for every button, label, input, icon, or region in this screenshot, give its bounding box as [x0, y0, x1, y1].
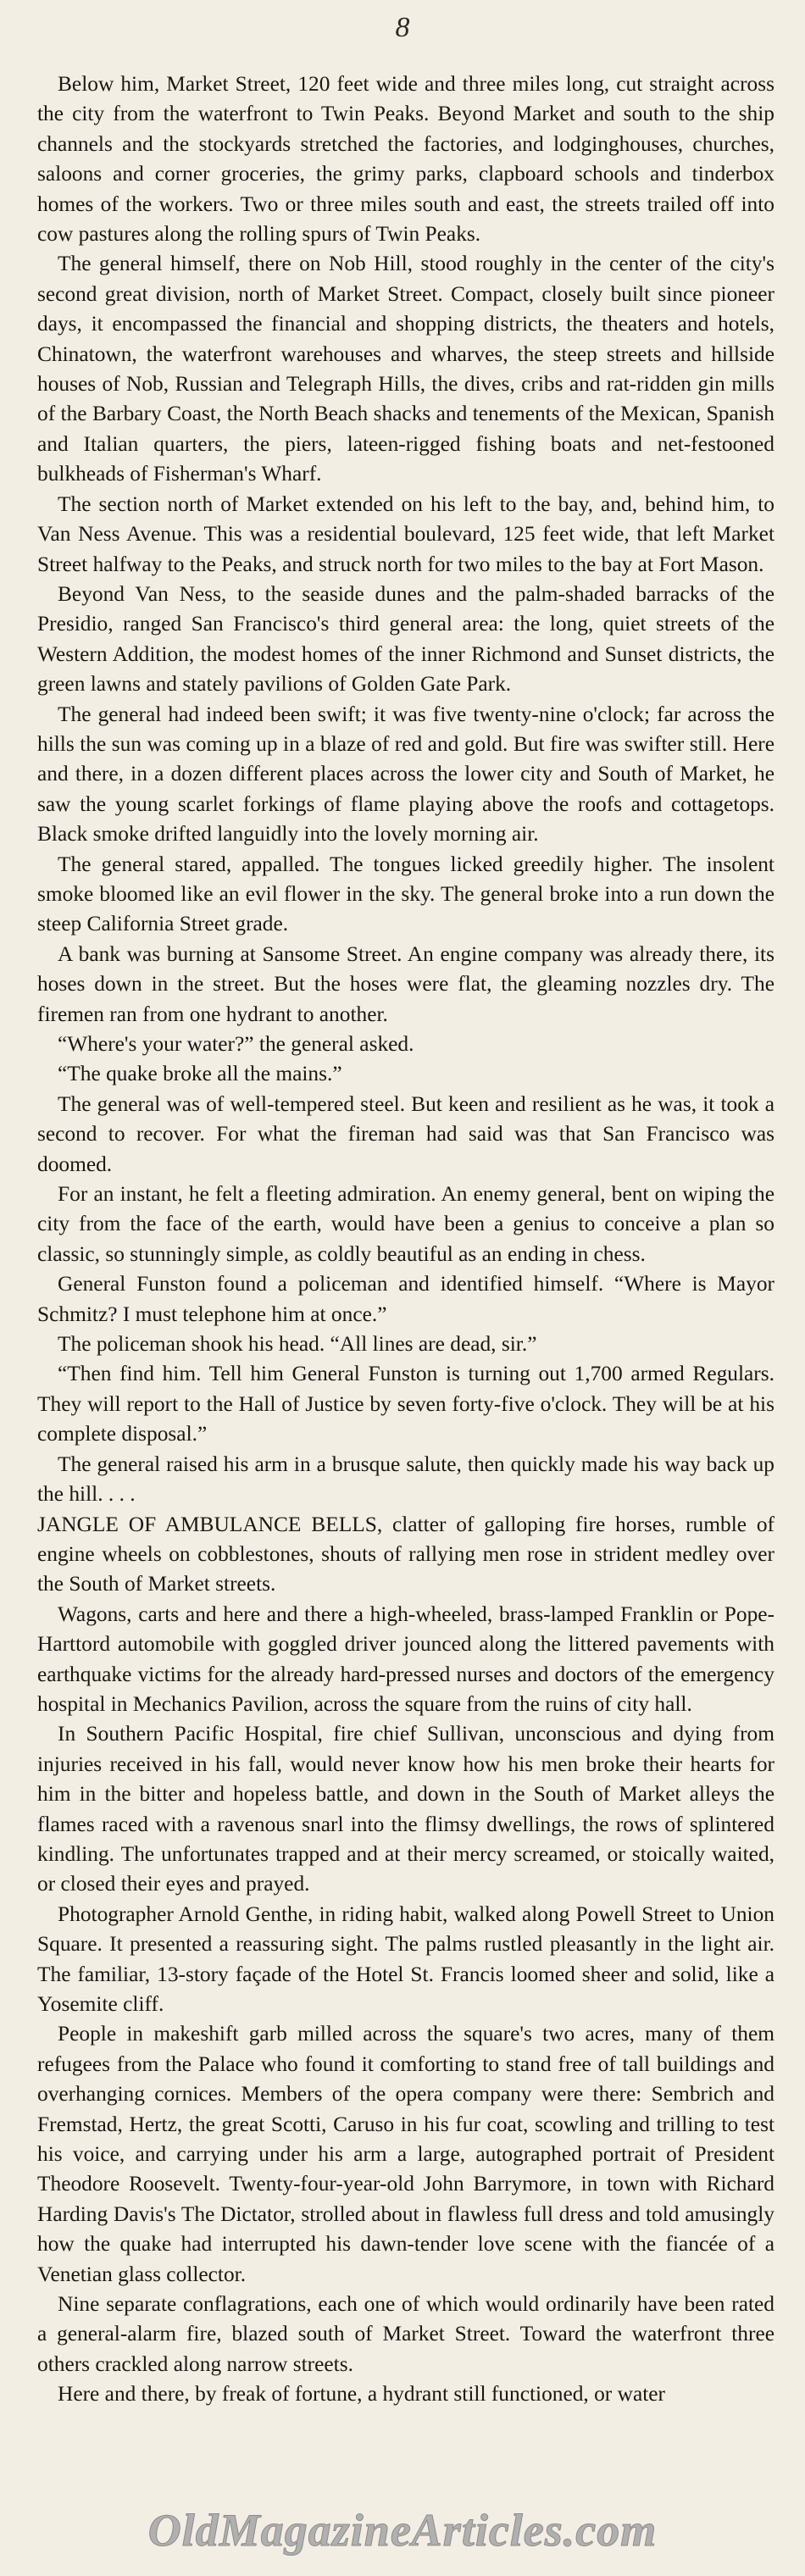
paragraph: The general stared, appalled. The tongues licked greedily higher. The insolent smoke bloomed like an evil flower in the sky. The general broke into a run down the steep California Street grade. [37, 852, 774, 936]
paragraph: Wagons, carts and here and there a high-wheeled, brass-lamped Franklin or Pope-Harttord automobile with goggled driver jounced along the littered pavements with earthquake victims for the already hard-pressed nurses and doctors of the emergency hospital in Mechanics Pavilion, across the square from the ruins of city hall. [37, 1602, 774, 1716]
paragraph: In Southern Pacific Hospital, fire chief Sullivan, unconscious and dying from injuries received in his fall, would never know how his men broke their hearts for him in the bitter and hopeless battle, and down in the South of Market alleys the flames raced with a ravenous snarl into the flimsy dwellings, the rows of splintered kindling. The unfortunates trapped and at their mercy screamed, or stoically waited, or closed their eyes and prayed. [37, 1722, 774, 1896]
paragraph: The general was of well-tempered steel. But keen and resilient as he was, it took a second to recover. For what the fireman had said was that San Francisco was doomed. [37, 1091, 774, 1176]
paragraph: A bank was burning at Sansome Street. An engine company was already there, its hoses down in the street. But the hoses were flat, the gleaming nozzles dry. The firemen ran from one hydrant to another. [37, 941, 774, 1026]
site-watermark: OldMagazineArticles.com [147, 2505, 658, 2556]
paragraph: “Then find him. Tell him General Funston is turning out 1,700 armed Regulars. They will report to the Hall of Justice by seven forty-five o'clock. They will be at his complete disposal.” [37, 1362, 774, 1446]
paragraph: For an instant, he felt a fleeting admiration. An enemy general, bent on wiping the city from the face of the earth, would have been a genius to conceive a plan so classic, so stunningly simple, as coldly beautiful as an ending in chess. [37, 1182, 774, 1266]
paragraph: Beyond Van Ness, to the seaside dunes and the palm-shaded barracks of the Presidio, ranged San Francisco's third general area: the long, quiet streets of the Western Addition, the modest homes of the inner Richmond and Sunset districts, the green lawns and stately pavilions of Golden Gate Park. [37, 581, 774, 697]
dialogue-line: The policeman shook his head. “All lines are dead, sir.” [58, 1332, 537, 1357]
paragraph: People in makeshift garb milled across the square's two acres, many of them refugees from the Palace who found it comforting to stand free of tall buildings and overhanging cornices. Members of the opera company were there: Sembrich and Fremstad, Hertz, the great Scotti, Caruso in his fur coat, scowling and trilling to test his voice, and carrying under his arm a large, autographed portrait of President Theodore Roosevelt. Twenty-four-year-old John Barrymore, in town with Richard Harding Davis's The Dictator, strolled about in flawless full dress and told amusingly how the quake had interrupted his dawn-tender love scene with the fiancée of a Venetian glass collector. [37, 2022, 774, 2286]
paragraph: The general had indeed been swift; it was five twenty-nine o'clock; far across the hills the sun was coming up in a blaze of red and gold. But fire was swifter still. Here and there, in a dozen different places across the lower city and South of Market, he saw the young scarlet forkings of flame playing above the roofs and cottagetops. Black smoke drifted languidly into the lovely morning air. [37, 702, 774, 847]
dialogue-line: “Where's your water?” the general asked. [58, 1032, 414, 1056]
paragraph: The section north of Market extended on his left to the bay, and, behind him, to Van Ness Avenue. This was a residential boulevard, 125 feet wide, that left Market Street halfway to the Peaks, and struck north for two miles to the bay at Fort Mason. [37, 491, 774, 576]
paragraph: Below him, Market Street, 120 feet wide and three miles long, cut straight across the city from the waterfront to Twin Peaks. Beyond Market and south to the ship channels and the stockyards stretched the factories, and lodginghouses, churches, saloons and corner groceries, the grimy parks, clapboard schools and tinderbox homes of the workers. Two or three miles south and east, the streets trailed off into cow pastures along the rolling spurs of Twin Peaks. [37, 72, 774, 247]
paragraph: General Funston found a policeman and identified himself. “Where is Mayor Schmitz? I must telephone him at once.” [37, 1272, 774, 1326]
paragraph: The general raised his arm in a brusque salute, then quickly made his way back up the hill. . . . [37, 1452, 774, 1507]
dialogue-line: “The quake broke all the mains.” [58, 1062, 342, 1086]
page-number: 8 [395, 12, 410, 43]
paragraph: Here and there, by freak of fortune, a hydrant still functioned, or water [58, 2382, 666, 2407]
paragraph: The general himself, there on Nob Hill, stood roughly in the center of the city's second great division, north of Market Street. Compact, closely built since pioneer days, it encompassed the financial and shopping districts, the theaters and hotels, Chinatown, the waterfront warehouses and wharves, the steep streets and hillside houses of Nob, Russian and Telegraph Hills, the dives, cribs and rat-ridden gin mills of the Barbary Coast, the North Beach shacks and tenements of the Mexican, Spanish and Italian quarters, the piers, lateen-rigged fishing boats and net-festooned bulkheads of Fisherman's Wharf. [37, 252, 774, 486]
paragraph: Photographer Arnold Genthe, in riding habit, walked along Powell Street to Union Square. It presented a reassuring sight. The palms rustled pleasantly in the light air. The familiar, 13-story façade of the Hotel St. Francis loomed sheer and solid, like a Yosemite cliff. [37, 1901, 774, 2016]
paragraph: Nine separate conflagrations, each one of which would ordinarily have been rated a general-alarm fire, blazed south of Market Street. Toward the waterfront three others crackled along narrow streets. [37, 2292, 774, 2376]
section-opening-paragraph: JANGLE OF AMBULANCE BELLS, clatter of galloping fire horses, rumble of engine wheels on cobblestones, shouts of rallying men rose in strident medley over the South of Market streets. [37, 1512, 774, 1596]
article-body [37, 69, 774, 2484]
